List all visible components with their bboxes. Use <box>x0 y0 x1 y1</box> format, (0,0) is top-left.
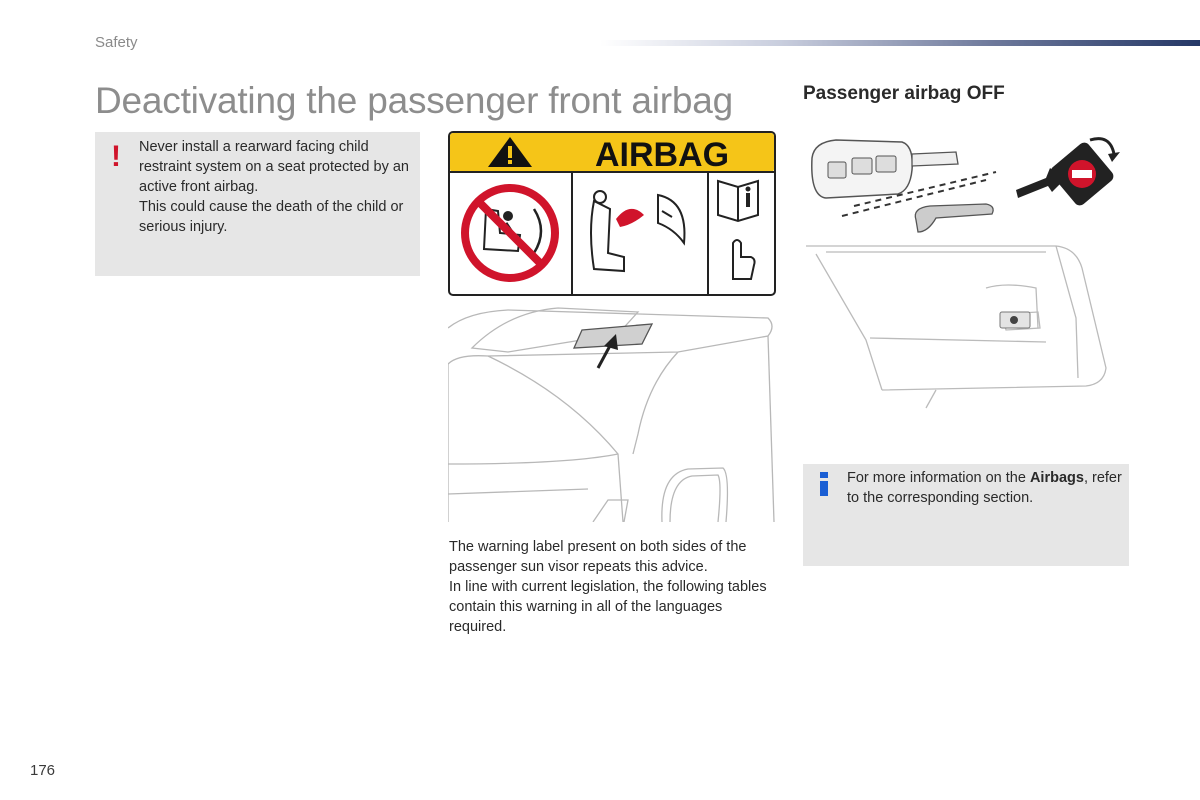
key-blade-icon <box>915 204 993 232</box>
page-title: Deactivating the passenger front airbag <box>95 80 734 121</box>
airbag-warning-label <box>448 131 776 296</box>
visor-caption-paragraph: The warning label present on both sides of the passenger sun visor repeats this advice. <box>449 539 747 575</box>
exclamation-icon: ! <box>111 140 121 173</box>
airbag-off-switch-icon <box>1048 140 1116 208</box>
warning-paragraph: This could cause the death of the child or serious injury. <box>139 199 404 235</box>
info-text-start: For more information on the <box>847 470 1030 486</box>
warning-text <box>139 137 414 237</box>
info-text-end: , refer to the corresponding section. <box>847 470 1122 506</box>
key-fob-icon <box>812 140 958 198</box>
airbag-banner-text: AIRBAG <box>594 136 730 174</box>
sun-visor-illustration <box>448 304 776 522</box>
right-column-heading: Passenger airbag OFF <box>803 83 1005 104</box>
section-label: Safety <box>95 34 138 51</box>
visor-caption <box>449 537 779 637</box>
page-number: 176 <box>30 762 56 779</box>
warning-paragraph: Never install a rearward facing child restraint system on a seat protected by an active front airbag. <box>139 139 409 195</box>
visor-caption-paragraph: In line with current legislation, the following tables contain this warning in all of the languages required. <box>449 579 767 635</box>
key-switch-illustration <box>806 128 1136 410</box>
info-box <box>803 464 1129 566</box>
info-icon <box>817 472 831 496</box>
info-text <box>847 468 1122 508</box>
info-text-bold: Airbags <box>1029 470 1084 486</box>
header-gradient-bar <box>600 40 1200 46</box>
warning-box <box>95 132 420 276</box>
